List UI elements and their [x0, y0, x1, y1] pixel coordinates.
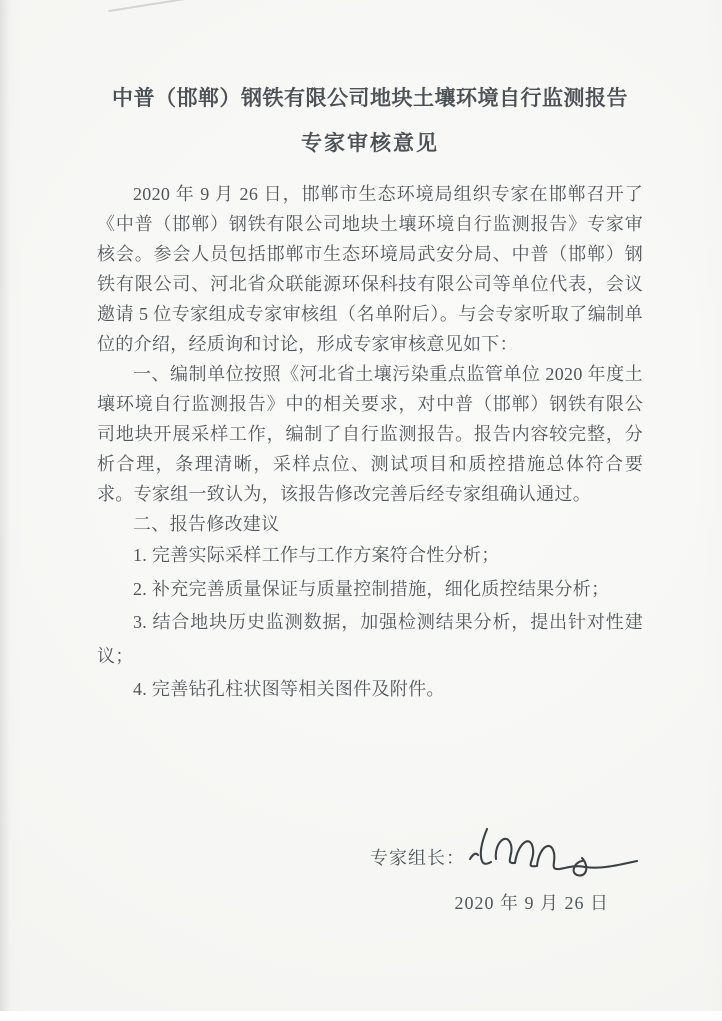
document-paragraphs: [97, 179, 643, 539]
document-subtitle: 专家审核意见: [301, 131, 439, 155]
suggestion-list: [97, 539, 643, 707]
signature-label: 专家组长：: [370, 847, 465, 868]
scan-bottom-strip: [0, 1011, 722, 1021]
suggestion-item-1: 1. 完善实际采样工作与工作方案符合性分析；: [133, 545, 500, 565]
document-date: 2020 年 9 月 26 日: [454, 892, 609, 913]
signature-scribble: [465, 820, 643, 878]
document-title: 中普（邯郸）钢铁有限公司地块土壤环境自行监测报告: [112, 86, 628, 110]
suggestion-item-3: 3. 结合地块历史监测数据，加强检测结果分析，提出针对性建议；: [97, 612, 643, 666]
scan-edge-shadow: [0, 0, 10, 1011]
suggestion-item-2: 2. 补充完善质量保证与质量控制措施，细化质控结果分析；: [133, 578, 610, 599]
suggestion-item-4: 4. 完善钻孔柱状图等相关图件及附件。: [133, 679, 445, 699]
scan-artifact-line: [108, 0, 185, 12]
paragraph-section-one: 一、编制单位按照《河北省土壤污染重点监管单位 2020 年度土壤环境自行监测报告》中的相关要求，对中普（邯郸）钢铁有限公司地块开展采样工作，编制了自行监测报告。报告内容较完整，分析合理，条理清晰，采样点位、测试项目和质控措施总体符合要求。专家组一致认为，该报告修改完善后经专家组确认通过。: [97, 364, 643, 504]
document-body: [97, 82, 643, 915]
section-two-heading: 二、报告修改建议: [133, 514, 280, 534]
signature-row: [97, 825, 643, 881]
paragraph-meeting-intro: 2020 年 9 月 26 日，邯郸市生态环境局组织专家在邯郸召开了《中普（邯郸）钢铁有限公司地块土壤环境自行监测报告》专家审核会。参会人员包括邯郸市生态环境局武安分局、中普（邯郸）钢铁有限公司、河北省众联能源环保科技有限公司等单位代表，会议邀请 5 位专家组成专家审核组（名单附后）。与会专家听取了编制单位的介绍，经质询和讨论，形成专家审核意见如下：: [97, 184, 643, 354]
